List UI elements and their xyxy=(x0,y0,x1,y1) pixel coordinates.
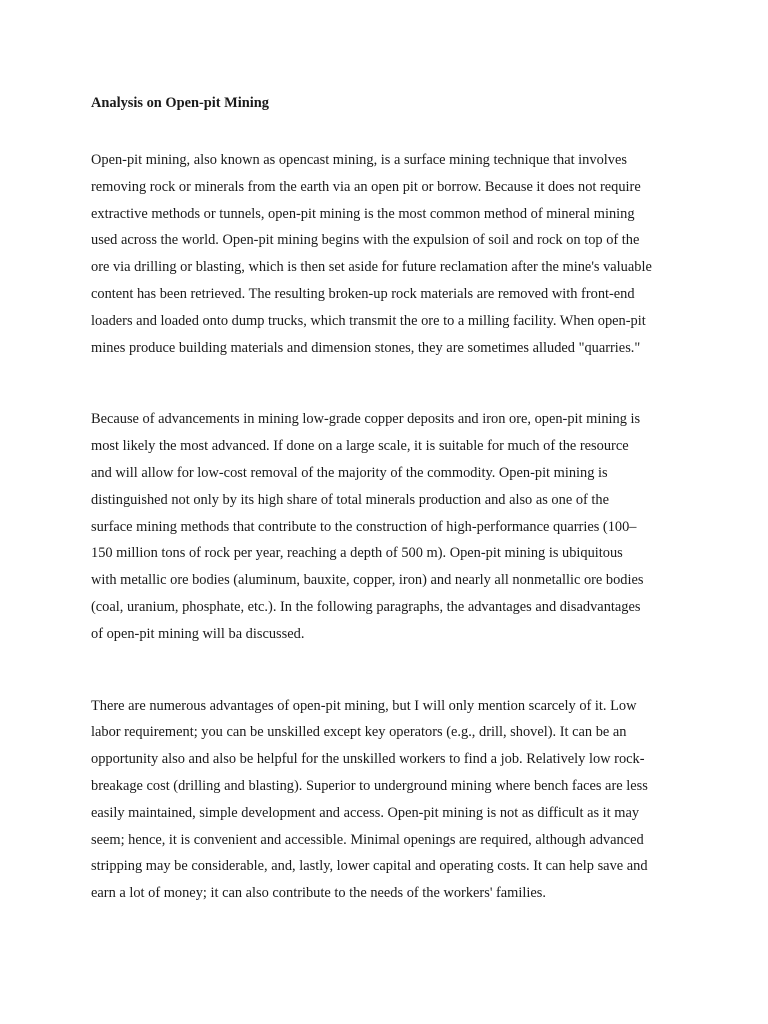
paragraph-intro xyxy=(91,147,687,361)
paragraph-line: easily maintained, simple development and access. Open-pit mining is not as difficult as it may xyxy=(91,804,640,821)
paragraph-line: opportunity also and also be helpful for the unskilled workers to find a job. Relatively low rock- xyxy=(91,751,645,768)
document-page xyxy=(91,91,687,907)
paragraph-line: used across the world. Open-pit mining begins with the expulsion of soil and rock on top of the xyxy=(91,232,640,249)
paragraph-line: loaders and loaded onto dump trucks, which transmit the ore to a milling facility. When open-pit xyxy=(91,312,646,329)
paragraph-line: and will allow for low-cost removal of the majority of the commodity. Open-pit mining is xyxy=(91,464,608,481)
paragraph-line: 150 million tons of rock per year, reaching a depth of 500 m). Open-pit mining is ubiquitous xyxy=(91,545,623,562)
paragraph-line: stripping may be considerable, and, lastly, lower capital and operating costs. It can help save and xyxy=(91,858,648,875)
paragraph-line: seem; hence, it is convenient and accessible. Minimal openings are required, although advanced xyxy=(91,831,644,848)
paragraph-line: earn a lot of money; it can also contribute to the needs of the workers' families. xyxy=(91,885,546,902)
paragraph-advancements xyxy=(91,406,687,647)
paragraph-line: extractive methods or tunnels, open-pit mining is the most common method of mineral mining xyxy=(91,205,635,222)
paragraph-advantages xyxy=(91,693,687,907)
paragraph-line: Because of advancements in mining low-grade copper deposits and iron ore, open-pit mining is xyxy=(91,411,641,428)
paragraph-line: labor requirement; you can be unskilled except key operators (e.g., drill, shovel). It can be an xyxy=(91,724,627,741)
paragraph-line: (coal, uranium, phosphate, etc.). In the following paragraphs, the advantages and disadvantages xyxy=(91,598,641,615)
paragraph-line: breakage cost (drilling and blasting). Superior to underground mining where bench faces are less xyxy=(91,777,648,794)
paragraph-line: There are numerous advantages of open-pit mining, but I will only mention scarcely of it. Low xyxy=(91,697,637,714)
paragraph-line: mines produce building materials and dimension stones, they are sometimes alluded "quarries." xyxy=(91,339,641,356)
paragraph-line: content has been retrieved. The resulting broken-up rock materials are removed with front-end xyxy=(91,285,635,302)
paragraph-line: surface mining methods that contribute to the construction of high-performance quarries (100– xyxy=(91,518,637,535)
paragraph-line: distinguished not only by its high share of total minerals production and also as one of the xyxy=(91,491,609,508)
paragraph-line: of open-pit mining will ba discussed. xyxy=(91,625,305,642)
document-title: Analysis on Open-pit Mining xyxy=(91,95,269,111)
paragraph-line: most likely the most advanced. If done on a large scale, it is suitable for much of the resource xyxy=(91,438,629,455)
paragraph-line: ore via drilling or blasting, which is then set aside for future reclamation after the mine's valuable xyxy=(91,259,652,276)
paragraph-line: removing rock or minerals from the earth via an open pit or borrow. Because it does not require xyxy=(91,178,641,195)
paragraph-line: with metallic ore bodies (aluminum, bauxite, copper, iron) and nearly all nonmetallic ore bodies xyxy=(91,572,644,589)
paragraph-line: Open-pit mining, also known as opencast mining, is a surface mining technique that involves xyxy=(91,152,627,168)
